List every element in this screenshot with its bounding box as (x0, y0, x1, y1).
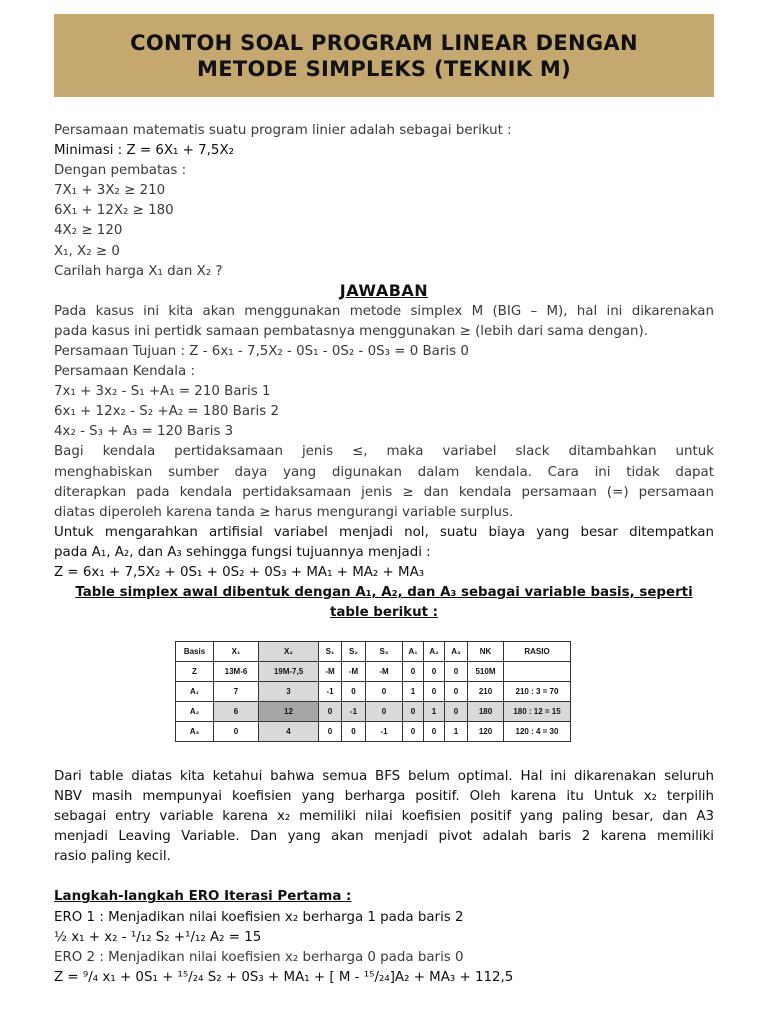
nonnegativity: X₁, X₂ ≥ 0 (54, 243, 120, 259)
table-header-row (176, 642, 571, 662)
table-cell: 4 (259, 722, 319, 742)
document-body-continued (54, 767, 714, 988)
constraint-eq-3: 4x₂ - S₃ + A₃ = 120 Baris 3 (54, 424, 234, 440)
slack-para-c: diterapkan pada kendala pertidaksamaan jenis ≥ dan kendala persamaan (=) persamaan (54, 484, 714, 500)
pivot-row (176, 702, 571, 722)
constraint-eq-1: 7x₁ + 3x₂ - S₁ +A₁ = 210 Baris 1 (54, 384, 271, 400)
ero-1: ERO 1 : Menjadikan nilai koefisien x₂ berharga 1 pada baris 2 (54, 909, 464, 925)
header-cell: S₂ (342, 642, 366, 662)
header-cell: X₁ (214, 642, 259, 662)
table-cell: -1 (366, 722, 403, 742)
table-cell: 0 (403, 662, 424, 682)
header-cell: A₁ (403, 642, 424, 662)
header-cell: X₂ (259, 642, 319, 662)
table-cell: 210 (468, 682, 504, 702)
table-cell: Z (176, 662, 214, 682)
table-cell: 0 (342, 722, 366, 742)
table-cell: 120 : 4 = 30 (504, 722, 571, 742)
table-cell: -M (319, 662, 342, 682)
slack-para-d: diatas diperoleh karena tanda ≥ harus mengurangi variable surplus. (54, 504, 514, 520)
header-cell: Basis (176, 642, 214, 662)
ero-1-result: ½ x₁ + x₂ - ¹/₁₂ S₂ +¹/₁₂ A₂ = 15 (54, 929, 262, 945)
simplex-table (175, 641, 571, 742)
header-cell: S₁ (319, 642, 342, 662)
table-cell: -M (342, 662, 366, 682)
table-cell: 0 (366, 702, 403, 722)
table-cell: 0 (424, 662, 445, 682)
header-cell: S₃ (366, 642, 403, 662)
header-cell: NK (468, 642, 504, 662)
table-cell: 210 : 3 = 70 (504, 682, 571, 702)
table-cell: A₂ (176, 702, 214, 722)
analysis-line-b: NBV masih mempunyai koefisien yang berharga positif. Oleh karena itu Untuk x₂ terpilih (54, 789, 714, 805)
analysis-line-c: sebagai entry variable karena x₂ memiliki nilai koefisien positif yang paling besar, dan A3 (54, 809, 714, 825)
table-cell: 19M-7,5 (259, 662, 319, 682)
iteration-heading: Langkah-langkah ERO Iterasi Pertama : (54, 889, 352, 905)
constraint-1: 7X₁ + 3X₂ ≥ 210 (54, 183, 166, 199)
table-row (176, 722, 571, 742)
constraint-eq-2: 6x₁ + 12x₂ - S₂ +A₂ = 180 Baris 2 (54, 404, 280, 420)
table-cell (504, 662, 571, 682)
answer-para-1b: pada kasus ini pertidk samaan pembatasnya menggunakan ≥ (lebih dari sama dengan). (54, 323, 648, 339)
table-cell: 0 (342, 682, 366, 702)
question-line: Carilah harga X₁ dan X₂ ? (54, 263, 223, 279)
table-cell: -1 (342, 702, 366, 722)
table-cell: 1 (403, 682, 424, 702)
table-caption-1: Table simplex awal dibentuk dengan A₁, A₂, dan A₃ sebagai variable basis, seperti (75, 585, 693, 601)
title-banner (54, 14, 714, 97)
title-line-2: METODE SIMPLEKS (TEKNIK M) (197, 56, 571, 81)
answer-heading: JAWABAN (339, 280, 429, 300)
answer-para-1a: Pada kasus ini kita akan menggunakan metode simplex M (BIG – M), hal ini dikarenakan (54, 303, 714, 319)
title-line-1: CONTOH SOAL PROGRAM LINEAR DENGAN (130, 30, 638, 55)
table-caption-2: table berikut : (329, 605, 439, 621)
table-cell: 0 (319, 722, 342, 742)
ero-2-result: Z = ⁹/₄ x₁ + 0S₁ + ¹⁵/₂₄ S₂ + 0S₃ + MA₁ + [ M - ¹⁵/₂₄]A₂ + MA₃ + 112,5 (54, 969, 514, 985)
table-cell: 0 (445, 682, 468, 702)
table-cell: 0 (403, 722, 424, 742)
slack-para-b: menghabiskan sumber daya yang digunakan dalam kendala. Cara ini tidak dapat (54, 464, 714, 480)
constraints-label: Dengan pembatas : (54, 163, 187, 179)
analysis-line-d: menjadi Leaving Variable. Dan yang akan menjadi pivot adalah baris 2 karena memiliki (54, 829, 714, 845)
objective-line: Minimasi : Z = 6X₁ + 7,5X₂ (54, 143, 234, 159)
table-row (176, 662, 571, 682)
ero-2: ERO 2 : Menjadikan nilai koefisien x₂ berharga 0 pada baris 0 (54, 949, 464, 965)
pivot-cell: 12 (259, 702, 319, 722)
table-cell: 0 (424, 722, 445, 742)
table-cell: 0 (319, 702, 342, 722)
table-cell: -M (366, 662, 403, 682)
table-cell: 13M-6 (214, 662, 259, 682)
constraint-heading: Persamaan Kendala : (54, 364, 195, 380)
table-cell: -1 (319, 682, 342, 702)
table-cell: 1 (424, 702, 445, 722)
table-cell: 6 (214, 702, 259, 722)
table-cell: 0 (445, 702, 468, 722)
header-cell: RASIO (504, 642, 571, 662)
table-cell: 510M (468, 662, 504, 682)
table-cell: 180 : 12 = 15 (504, 702, 571, 722)
table-cell: 0 (366, 682, 403, 702)
artificial-para-a: Untuk mengarahkan artifisial variabel menjadi nol, suatu biaya yang besar ditempatkan (54, 524, 714, 540)
slack-para-a: Bagi kendala pertidaksamaan jenis ≤, maka variabel slack ditambahkan untuk (54, 444, 714, 460)
table-cell: 0 (445, 662, 468, 682)
table-cell: A₃ (176, 722, 214, 742)
simplex-table-wrap (175, 641, 571, 742)
table-cell: 3 (259, 682, 319, 702)
table-cell: 0 (403, 702, 424, 722)
analysis-line-e: rasio paling kecil. (54, 849, 171, 865)
constraint-2: 6X₁ + 12X₂ ≥ 180 (54, 203, 174, 219)
intro-line: Persamaan matematis suatu program linier adalah sebagai berikut : (54, 123, 512, 138)
table-cell: 7 (214, 682, 259, 702)
constraint-3: 4X₂ ≥ 120 (54, 223, 123, 239)
table-cell: A₁ (176, 682, 214, 702)
table-row (176, 682, 571, 702)
table-cell: 0 (424, 682, 445, 702)
table-cell: 120 (468, 722, 504, 742)
header-cell: A₂ (424, 642, 445, 662)
analysis-line-a: Dari table diatas kita ketahui bahwa semua BFS belum optimal. Hal ini dikarenakan seluruh (54, 769, 714, 784)
table-cell: 180 (468, 702, 504, 722)
new-objective: Z = 6x₁ + 7,5X₂ + 0S₁ + 0S₂ + 0S₃ + MA₁ + MA₂ + MA₃ (54, 564, 425, 580)
header-cell: A₃ (445, 642, 468, 662)
objective-equation: Persamaan Tujuan : Z - 6x₁ - 7,5X₂ - 0S₁ - 0S₂ - 0S₃ = 0 Baris 0 (54, 343, 469, 359)
table-cell: 0 (214, 722, 259, 742)
document-body (54, 121, 714, 623)
artificial-para-b: pada A₁, A₂, dan A₃ sehingga fungsi tujuannya menjadi : (54, 544, 431, 560)
table-cell: 1 (445, 722, 468, 742)
